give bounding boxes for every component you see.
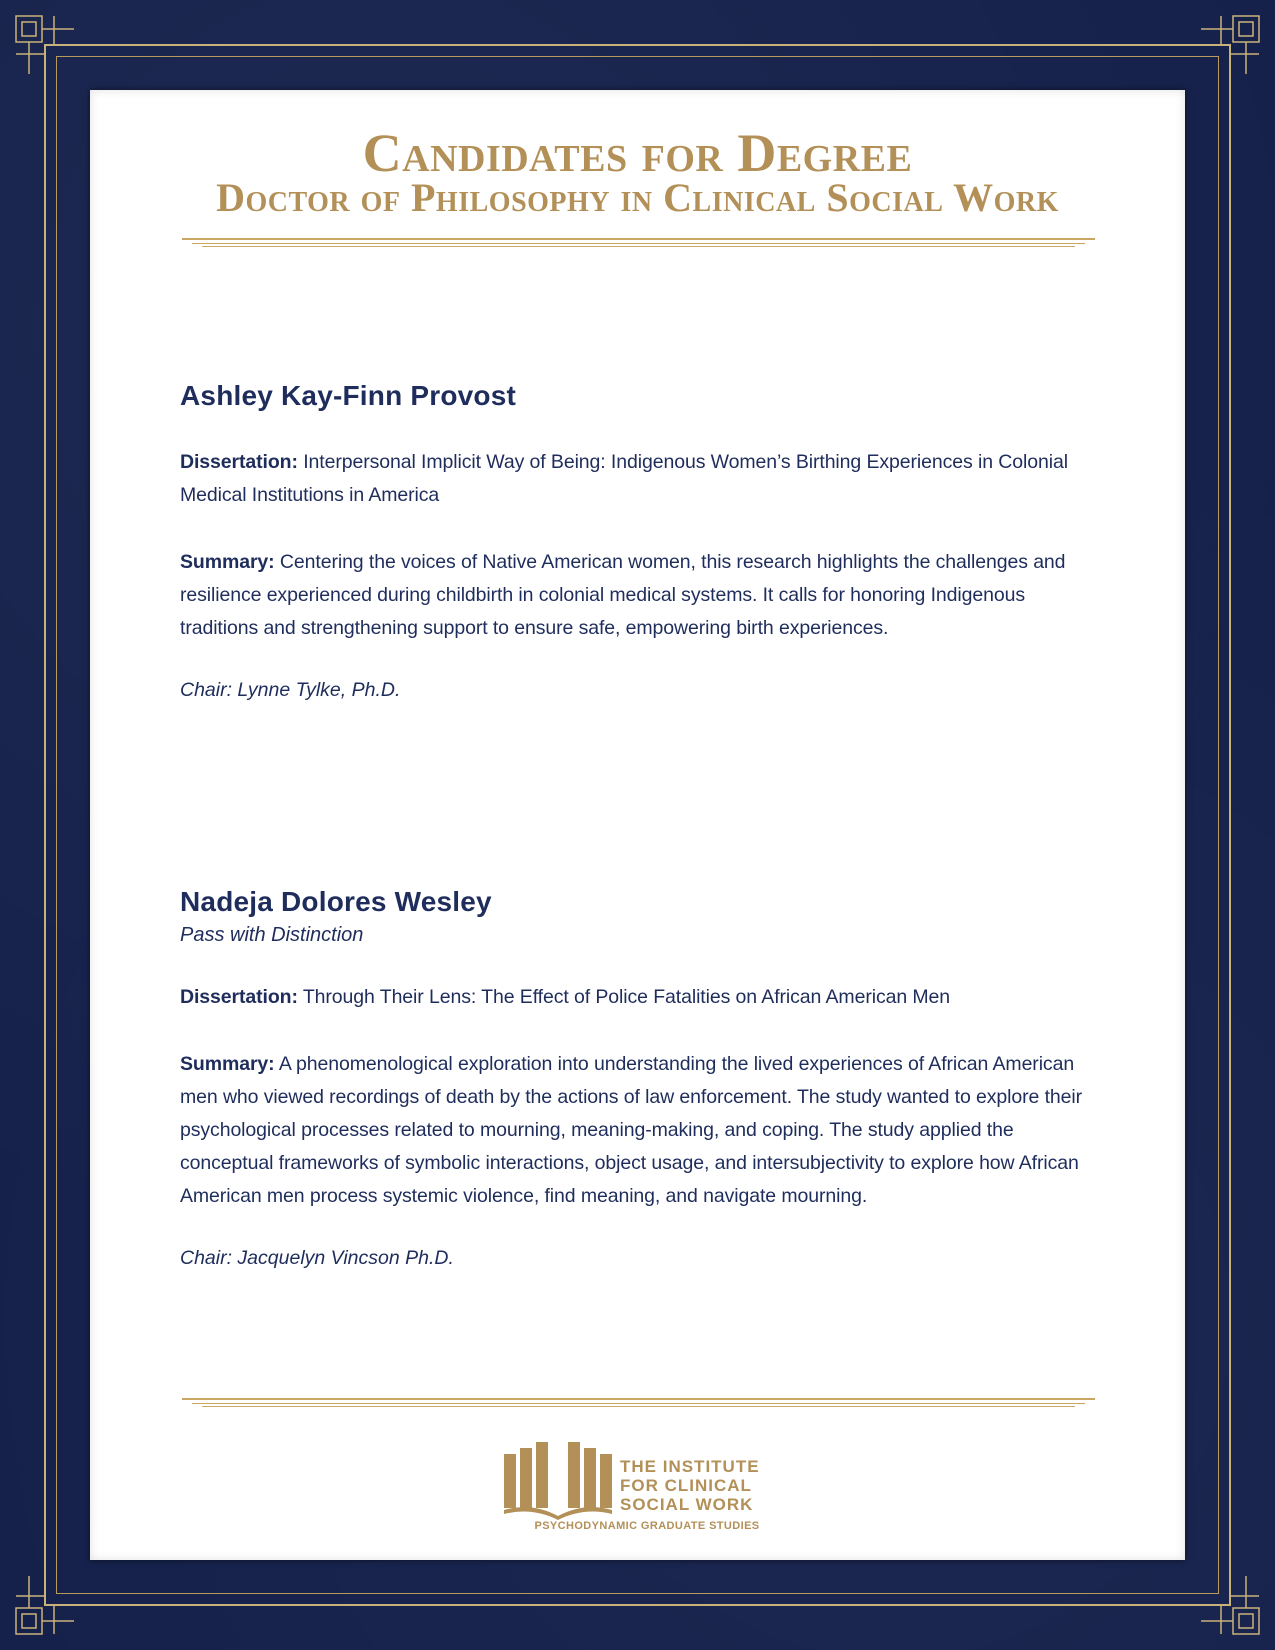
dissertation-paragraph: [180, 446, 1100, 512]
dissertation-title: Interpersonal Implicit Way of Being: Indigenous Women’s Birthing Experiences in Colonial Medical Institutions in America: [180, 451, 1068, 506]
dissertation-label: Dissertation:: [180, 451, 298, 473]
corner-ornament-bottom-left: [14, 1576, 74, 1636]
logo-line-2: FOR CLINICAL: [620, 1476, 752, 1495]
footer-divider: [182, 1398, 1095, 1408]
summary-paragraph: [180, 1048, 1100, 1213]
institute-logo: [502, 1440, 792, 1535]
dissertation-paragraph: [180, 981, 1100, 1014]
dissertation-title: Through Their Lens: The Effect of Police Fatalities on African American Men: [302, 986, 951, 1008]
summary-text: A phenomenological exploration into understanding the lived experiences of African American men who viewed recordings of death by the actions of law enforcement. The study wanted to explore their psychological processes related to mourning, meaning-making, and coping. The study applied the conceptual frameworks of symbolic interactions, object usage, and intersubjectivity to explore how African American men process systemic violence, find meaning, and navigate mourning.: [180, 1053, 1083, 1207]
chair-line: Chair: Jacquelyn Vincson Ph.D.: [180, 1247, 454, 1269]
distinction-note: Pass with Distinction: [180, 924, 364, 946]
book-icon: [502, 1440, 614, 1525]
logo-line-1: THE INSTITUTE: [620, 1457, 760, 1476]
logo-tagline: PSYCHODYNAMIC GRADUATE STUDIES: [534, 1520, 760, 1532]
corner-ornament-top-right: [1201, 14, 1261, 74]
corner-ornament-bottom-right: [1201, 1576, 1261, 1636]
logo-line-3: SOCIAL WORK: [620, 1495, 754, 1514]
page-subtitle: Doctor of Philosophy in Clinical Social Work: [216, 175, 1059, 220]
candidate-entry: [180, 886, 1100, 1270]
summary-text: Centering the voices of Native American women, this research highlights the challenges and resilience experienced during childbirth in colonial medical systems. It calls for honoring Indigenous traditions and strengthening support to ensure safe, empowering birth experiences.: [180, 551, 1066, 639]
candidate-entry: [180, 380, 1100, 702]
summary-label: Summary:: [180, 551, 275, 573]
candidate-name: Ashley Kay-Finn Provost: [180, 380, 517, 411]
candidate-name: Nadeja Dolores Wesley: [180, 886, 492, 917]
document-page: [90, 90, 1185, 1560]
page-title: Candidates for Degree: [362, 123, 913, 183]
summary-label: Summary:: [180, 1053, 275, 1075]
summary-paragraph: [180, 546, 1100, 645]
corner-ornament-top-left: [14, 14, 74, 74]
dissertation-label: Dissertation:: [180, 986, 298, 1008]
chair-line: Chair: Lynne Tylke, Ph.D.: [180, 679, 401, 701]
header-divider: [182, 238, 1095, 248]
